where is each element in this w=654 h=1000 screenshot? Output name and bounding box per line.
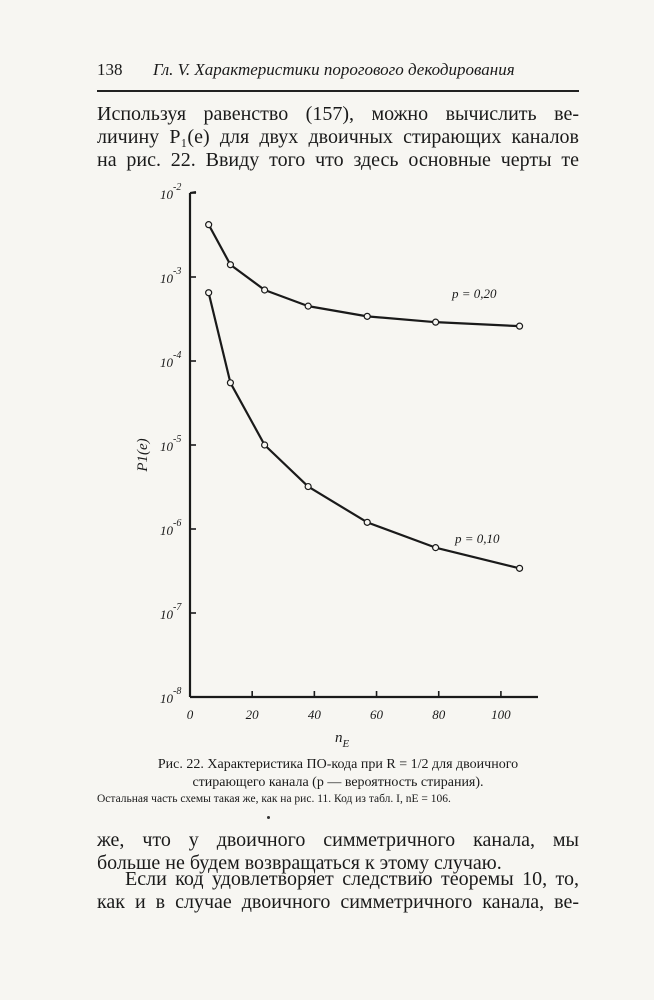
text-line: как и в случае двоичного симметричного канала, ве-	[97, 891, 579, 913]
y-tick-label: $10^{-8}$	[160, 686, 182, 706]
y-tick-label: $10^{-6}$	[160, 518, 182, 538]
x-tick-label: 60	[370, 707, 384, 722]
x-axis-label: $n_E$	[335, 730, 350, 750]
y-tick-label: $10^{-7}$	[160, 602, 182, 622]
y-axis-label: P1(e)	[135, 438, 151, 472]
text-line: больше не будем возвращаться к этому случаю.	[97, 852, 502, 874]
y-tick-label: $10^{-3}$	[160, 266, 182, 286]
x-tick-label: 80	[432, 707, 446, 722]
data-point	[206, 222, 212, 228]
figure-caption	[97, 756, 579, 792]
data-point	[305, 303, 311, 309]
running-head: Гл. V. Характеристики порогового декодирования	[153, 60, 515, 79]
series-label: p = 0,10	[455, 531, 500, 546]
data-point	[517, 565, 523, 571]
series-line	[209, 293, 520, 569]
text-line: Если код удовлетворяет следствию теоремы 10, то,	[125, 868, 579, 890]
data-point	[305, 484, 311, 490]
text-line: на рис. 22. Ввиду того что здесь основные черты те	[97, 149, 579, 171]
y-tick-label: $10^{-2}$	[160, 182, 182, 202]
data-point	[433, 545, 439, 551]
y-tick-label: $10^{-4}$	[160, 350, 182, 370]
data-point	[227, 380, 233, 386]
caption-line: Рис. 22. Характеристика ПО-кода при R = 1/2 для двоичного	[157, 757, 519, 772]
series-label: p = 0,20	[452, 286, 497, 301]
page-number: 138	[97, 60, 123, 79]
x-tick-label: 40	[307, 707, 321, 722]
paragraph-3	[97, 868, 579, 914]
data-point	[364, 313, 370, 319]
print-mark	[267, 816, 270, 819]
figure-note: Остальная часть схемы такая же, как на рис. 11. Код из табл. I, nE = 106.	[97, 793, 451, 805]
x-tick-label: 100	[491, 707, 511, 722]
data-point	[364, 519, 370, 525]
text-line: же, что у двоичного симметричного канала, мы	[97, 829, 579, 851]
data-point	[206, 290, 212, 296]
x-tick-label: 0	[186, 707, 194, 722]
series-line	[209, 225, 520, 326]
data-point	[517, 323, 523, 329]
data-point	[433, 319, 439, 325]
caption-line: стирающего канала (p — вероятность стирания).	[192, 775, 484, 790]
x-tick-label: 20	[245, 707, 259, 722]
data-point	[262, 287, 268, 293]
text-line: Используя равенство (157), можно вычислить ве-	[97, 103, 579, 125]
data-point	[227, 262, 233, 268]
y-tick-label: $10^{-5}$	[160, 434, 182, 454]
data-point	[262, 442, 268, 448]
text-line: личину P₁(e) для двух двоичных стирающих каналов	[97, 126, 579, 148]
